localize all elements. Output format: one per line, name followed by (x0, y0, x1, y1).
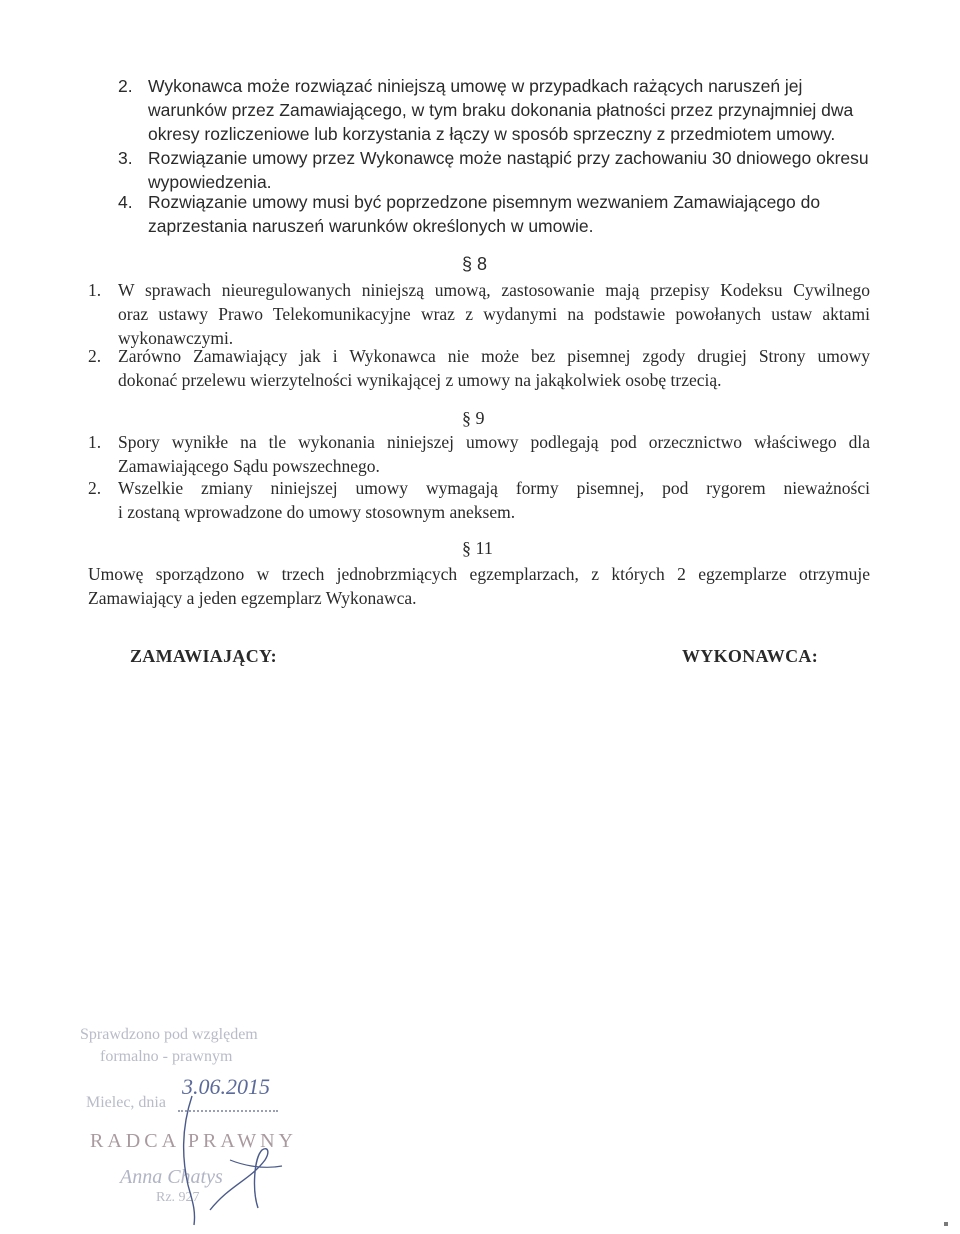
paragraph-line: W sprawach nieuregulowanych niniejszą umową, zastosowanie mają przepisy Kodeksu Cywilnego (118, 280, 870, 300)
paragraph-line: wypowiedzenia. (148, 172, 272, 192)
paragraph-line: Spory wynikłe na tle wykonania niniejszej umowy podlegają pod orzecznictwo właściwego dla (118, 432, 870, 452)
scan-mark (944, 1222, 948, 1226)
paragraph-line: dokonać przelewu wierzytelności wynikającej z umowy na jakąkolwiek osobę trzecią. (118, 370, 722, 390)
paragraph-number: 1. (88, 432, 102, 452)
paragraph-number: 2. (88, 346, 102, 366)
paragraph-number: 4. (118, 192, 133, 212)
stamp-title: RADCA PRAWNY (90, 1130, 297, 1152)
paragraph-line: Zamawiający a jeden egzemplarz Wykonawca. (88, 588, 417, 608)
section-heading: § 11 (462, 538, 493, 558)
paragraph-line: wykonawczymi. (118, 328, 234, 348)
paragraph-line: Umowę sporządzono w trzech jednobrzmiących egzemplarzach, z których 2 egzemplarze otrzymuje (88, 564, 870, 584)
paragraph-line: Zarówno Zamawiający jak i Wykonawca nie może bez pisemnej zgody drugiej Strony umowy (118, 346, 870, 366)
paragraph-line: oraz ustawy Prawo Telekomunikacyjne wraz z wydanymi na podstawie powołanych ustaw aktami (118, 304, 870, 324)
stamp-line: formalno - prawnym (100, 1048, 233, 1065)
paragraph-number: 3. (118, 148, 133, 168)
approval-stamp (80, 1020, 310, 1230)
paragraph-line: warunków przez Zamawiającego, w tym braku dokonania płatności przez przynajmniej dwa (148, 100, 854, 120)
stamp-name: Anna Chatys (120, 1166, 223, 1188)
section-heading: § 9 (462, 408, 485, 428)
stamp-line: Mielec, dnia (86, 1094, 166, 1111)
section-heading: § 8 (462, 254, 488, 274)
paragraph-line: zaprzestania naruszeń warunków określonych w umowie. (148, 216, 594, 236)
paragraph-number: 2. (118, 76, 133, 96)
signature-label-contractor: WYKONAWCA: (682, 646, 818, 666)
paragraph-line: Rozwiązanie umowy musi być poprzedzone pisemnym wezwaniem Zamawiającego do (148, 192, 821, 212)
paragraph-line: Zamawiającego Sądu powszechnego. (118, 456, 380, 476)
paragraph-line: i zostaną wprowadzone do umowy stosownym aneksem. (118, 502, 516, 522)
paragraph-line: Wykonawca może rozwiązać niniejszą umowę w przypadkach rażących naruszeń jej (148, 76, 803, 96)
paragraph-number: 1. (88, 280, 102, 300)
handwritten-date: 3.06.2015 (182, 1074, 270, 1099)
stamp-line: Sprawdzono pod względem (80, 1026, 258, 1043)
paragraph-number: 2. (88, 478, 102, 498)
paragraph-line: okresy rozliczeniowe lub korzystania z łączy w sposób sprzeczny z przedmiotem umowy. (148, 124, 836, 144)
paragraph-line: Wszelkie zmiany niniejszej umowy wymagają formy pisemnej, pod rygorem nieważności (118, 478, 870, 498)
signature-label-client: ZAMAWIAJĄCY: (130, 646, 277, 666)
paragraph-line: Rozwiązanie umowy przez Wykonawcę może nastąpić przy zachowaniu 30 dniowego okresu (148, 148, 869, 168)
stamp-registration: Rz. 927 (156, 1190, 200, 1205)
signature-scribble (170, 1090, 300, 1230)
